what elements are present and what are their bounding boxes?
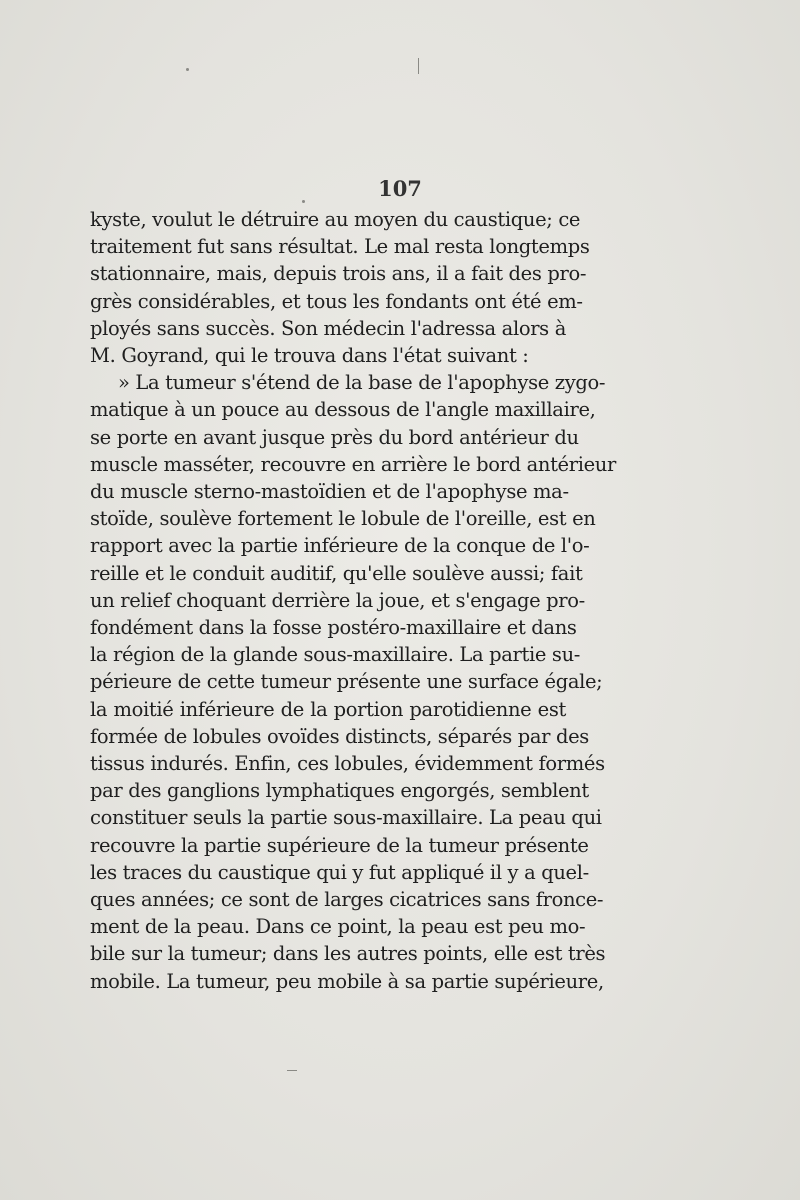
text-line: périeure de cette tumeur présente une surface égale; bbox=[90, 670, 603, 694]
text-line: kyste, voulut le détruire au moyen du caustique; ce bbox=[90, 208, 581, 231]
paper-speck bbox=[418, 58, 419, 74]
text-line: la moitié inférieure de la portion parotidienne est bbox=[90, 697, 566, 721]
text-line: se porte en avant jusque près du bord antérieur du bbox=[90, 425, 579, 449]
text-line: du muscle sterno-mastoïdien et de l'apophyse ma- bbox=[90, 480, 569, 504]
text-line: rapport avec la partie inférieure de la conque de l'o- bbox=[90, 534, 590, 558]
text-line: bile sur la tumeur; dans les autres points, elle est très bbox=[90, 942, 606, 966]
text-line: stoïde, soulève fortement le lobule de l'oreille, est en bbox=[90, 507, 596, 531]
text-line: muscle masséter, recouvre en arrière le bord antérieur bbox=[90, 452, 616, 476]
text-line: ployés sans succès. Son médecin l'adressa alors à bbox=[90, 316, 566, 340]
body-text bbox=[90, 206, 616, 995]
text-line: reille et le conduit auditif, qu'elle soulève aussi; fait bbox=[90, 561, 583, 585]
text-line: la région de la glande sous-maxillaire. La partie su- bbox=[90, 643, 581, 667]
text-line: fondément dans la fosse postéro-maxillaire et dans bbox=[90, 616, 577, 640]
text-line: tissus indurés. Enfin, ces lobules, évidemment formés bbox=[90, 752, 605, 776]
text-line: un relief choquant derrière la joue, et s'engage pro- bbox=[90, 588, 585, 612]
page-number: 107 bbox=[378, 176, 422, 201]
paper-speck bbox=[287, 1070, 297, 1071]
paper-speck bbox=[186, 68, 189, 71]
text-line: ques années; ce sont de larges cicatrices sans fronce- bbox=[90, 888, 604, 912]
text-line: recouvre la partie supérieure de la tumeur présente bbox=[90, 833, 589, 857]
text-line: par des ganglions lymphatiques engorgés, semblent bbox=[90, 779, 589, 803]
text-line: grès considérables, et tous les fondants ont été em- bbox=[90, 289, 583, 313]
text-line: stationnaire, mais, depuis trois ans, il a fait des pro- bbox=[90, 262, 587, 286]
text-line: » La tumeur s'étend de la base de l'apophyse zygo- bbox=[118, 371, 606, 395]
text-line: matique à un pouce au dessous de l'angle maxillaire, bbox=[90, 398, 596, 422]
text-line: formée de lobules ovoïdes distincts, séparés par des bbox=[90, 724, 589, 748]
text-line: M. Goyrand, qui le trouva dans l'état suivant : bbox=[90, 344, 529, 368]
text-line: ment de la peau. Dans ce point, la peau est peu mo- bbox=[90, 915, 586, 939]
text-line: constituer seuls la partie sous-maxillaire. La peau qui bbox=[90, 806, 602, 830]
text-line: les traces du caustique qui y fut appliqué il y a quel- bbox=[90, 860, 589, 884]
text-line: mobile. La tumeur, peu mobile à sa partie supérieure, bbox=[90, 969, 604, 993]
text-line: traitement fut sans résultat. Le mal resta longtemps bbox=[90, 235, 590, 259]
